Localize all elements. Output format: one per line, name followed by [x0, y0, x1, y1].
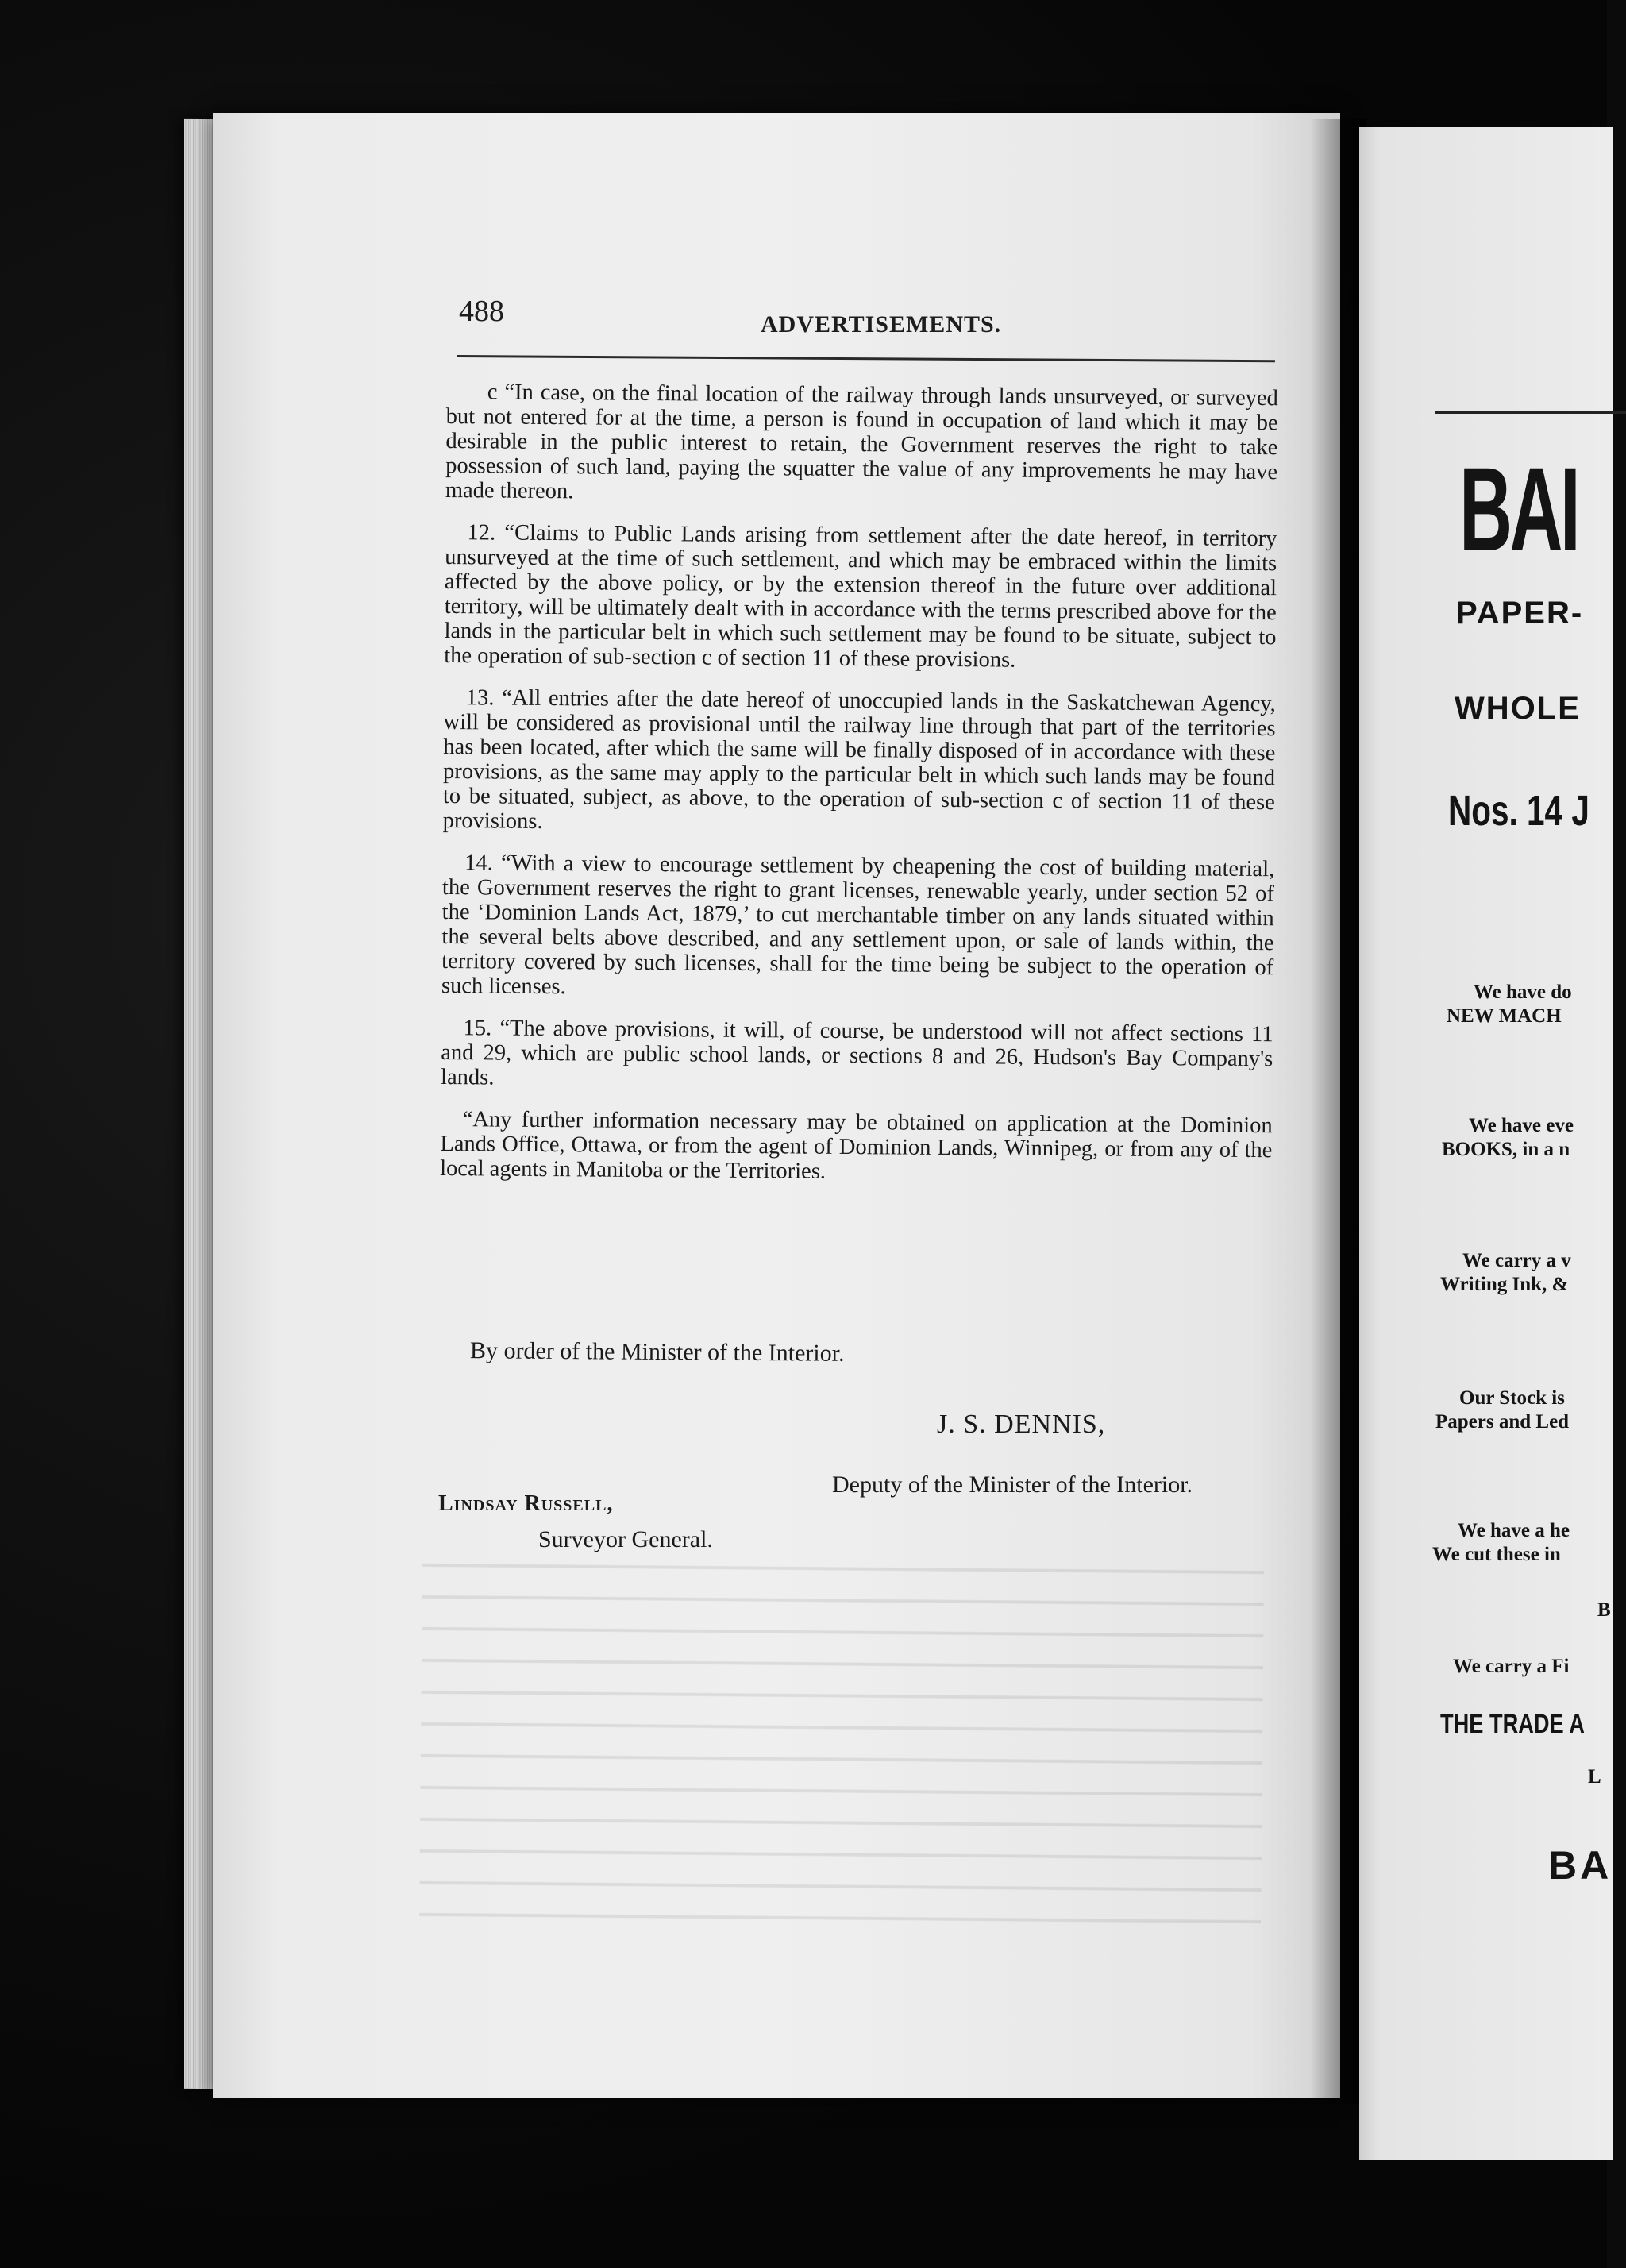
surveyor-title: Surveyor General. [538, 1526, 713, 1552]
right-page-line: We carry a v [1462, 1250, 1571, 1271]
surveyor-name: Lindsay Russell, [438, 1491, 614, 1516]
right-page-line: Our Stock is [1459, 1387, 1565, 1409]
paragraph-further-information: “Any further information necessary may be obtained on application at the Dominion Lands Office, Ottawa, or from the agent of Dominion Lands, Winnipeg, or from any of the local agents in Manitoba or the Territories. [440, 1107, 1273, 1184]
right-page-whole-line: WHOLE [1455, 691, 1581, 726]
right-page-address-line: Nos. 14 J [1448, 787, 1589, 835]
paragraph-13: 13. “All entries after the date hereof of unoccupied lands in the Saskatchewan Agency, will be considered as provisional until the railway line through that part of the territories has been located, after which the same will be finally disposed of in accordance with these provisions, as the same may apply to the particular belt in which such lands may be found to be situated, subject, as above, to the operation of sub-section c of section 11 of these provisions. [442, 685, 1276, 834]
right-page-line: We have do [1474, 982, 1572, 1003]
right-page-line: We cut these in [1432, 1544, 1561, 1565]
right-page-line: B [1597, 1599, 1611, 1621]
right-page-line: Writing Ink, & [1440, 1274, 1569, 1295]
by-order-line: By order of the Minister of the Interior. [469, 1337, 845, 1367]
right-page-rule [1435, 411, 1626, 414]
right-page-line: NEW MACH [1447, 1005, 1562, 1027]
right-page-trade-line: THE TRADE A [1440, 1709, 1585, 1739]
running-head: ADVERTISEMENTS. [761, 311, 1002, 338]
right-page-big-heading: BAI [1459, 442, 1578, 576]
signer-name: J. S. DENNIS, [937, 1410, 1106, 1439]
signer-title: Deputy of the Minister of the Interior. [832, 1472, 1193, 1498]
paragraph-subsection-c: c “In case, on the final location of the railway through lands unsurveyed, or surveyed but not entered for at the time, a person is found in occupation of land which it may be desirable in the public interest to retain, the Government reserves the right to take possession of such land, paying the squatter the value of any improvements he may have made thereon. [445, 380, 1278, 504]
right-page-paper-line: PAPER- [1456, 596, 1584, 631]
right-page-line: Papers and Led [1435, 1411, 1570, 1433]
show-through-text [419, 1552, 1264, 1941]
body-text [440, 380, 1278, 1205]
right-page-line: We have eve [1469, 1115, 1574, 1136]
right-page-line: BOOKS, in a n [1442, 1139, 1570, 1160]
right-page-line: We carry a Fi [1453, 1656, 1570, 1677]
right-page-line: We have a he [1458, 1520, 1570, 1541]
page-number: 488 [459, 295, 504, 328]
paragraph-12: 12. “Claims to Public Lands arising from settlement after the date hereof, in territory unsurveyed at the time of such settlement, and which may be embraced within the limits affected by the above policy, or by the extension thereof in the future over additional territory, will be ultimately dealt with in accordance with the terms prescribed above for the lands in the particular belt in which such settlement may be found to be situate, subject to the operation of sub-section c of section 11 of these provisions. [444, 520, 1277, 673]
right-page-bottom-heading: BA [1548, 1843, 1613, 1888]
paragraph-15: 15. “The above provisions, it will, of course, be understood will not affect sections 11 and 29, which are public school lands, or sections 8 and 26, Hudson's Bay Company's lands. [440, 1016, 1273, 1090]
paragraph-14: 14. “With a view to encourage settlement by cheapening the cost of building material, the Government reserves the right to grant licenses, renewable yearly, under section 52 of the ‘Dominion Lands Act, 1879,’ to cut merchantable timber on any lands situated within the several belts above described, and any settlement upon, or sale of lands within, the territory covered by such licenses, shall for the time being be subject to the operation of such licenses. [441, 850, 1275, 1000]
book-gutter [1310, 119, 1366, 2104]
right-page-fragment-line: L [1588, 1766, 1601, 1788]
